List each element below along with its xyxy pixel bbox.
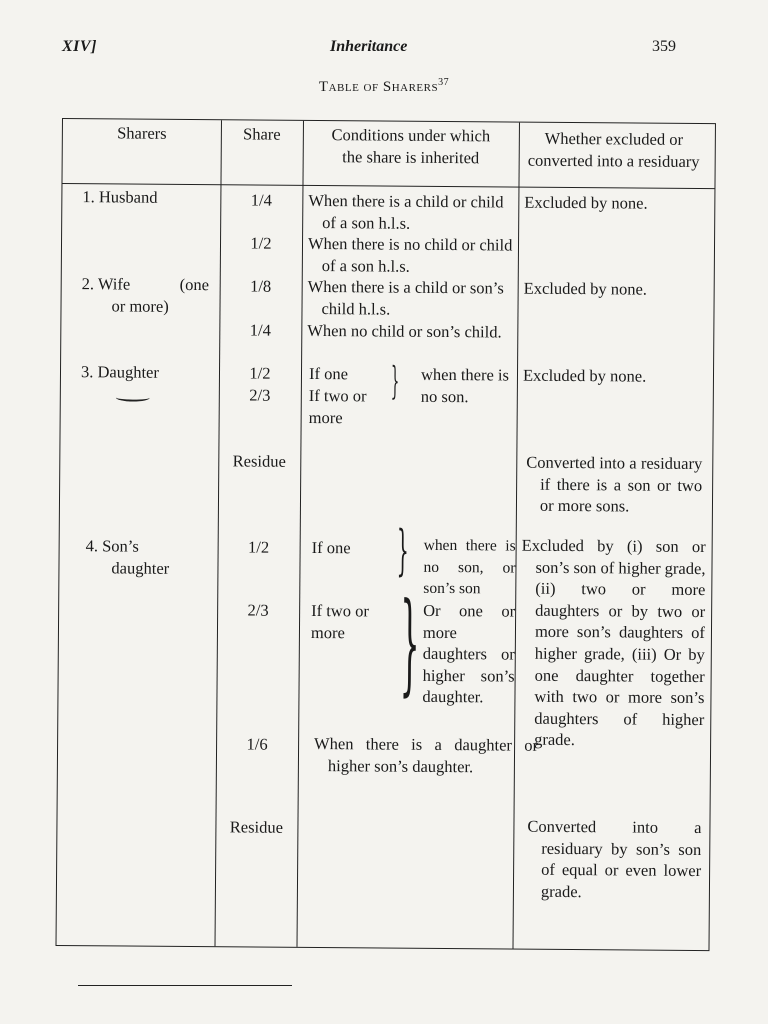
sharers-table [55, 118, 715, 951]
share-wife-2: 1/4 [249, 320, 271, 340]
chapter-marker: XIV] [62, 38, 97, 55]
condition-wife-1 [307, 276, 517, 321]
share-husband-2: 1/2 [250, 233, 272, 253]
excluded-sons-daughter: Excluded by (i) son or son’s son of higher grade, (ii) two or more daughters or by two or more son’s daughters of higher grade, (iii) Or by one daughter together with two or more son’s daughters of higher grade. [521, 535, 706, 750]
pen-underline-mark [116, 393, 150, 401]
sharer-sons-daughter-1: 4. Son’s [85, 536, 139, 556]
sharer-sons-daughter-2: daughter [111, 558, 170, 578]
sharer-wife-more: or more) [111, 296, 169, 316]
condition-daughter-two: If two or more [308, 385, 367, 427]
share-sons-daughter-3: 1/6 [246, 734, 268, 754]
table-title [0, 77, 768, 96]
condition-husband-2 [308, 233, 518, 278]
header-sharers: Sharers [117, 123, 167, 143]
page-number: 359 [652, 38, 676, 55]
sharer-wife-paren: (one [179, 274, 210, 295]
header-excluded: Whether excluded or converted into a residuary [527, 128, 700, 171]
sharer-wife [82, 273, 131, 295]
share-daughter-2: 2/3 [249, 385, 271, 405]
condition-wife-1-text: When there is a child or son’s child h.l.s. [307, 276, 504, 319]
share-wife-1: 1/8 [250, 276, 272, 296]
footnote-rule [78, 985, 292, 986]
header-conditions: Conditions under which the share is inherited [331, 125, 491, 167]
condition-husband-2-text: When there is no child or child of a son h.l.s. [307, 233, 513, 276]
share-sons-daughter-1: 1/2 [248, 537, 270, 557]
brace-icon: } [390, 358, 400, 403]
condition-sons-daughter-two: If two or more [310, 600, 369, 642]
share-husband-1: 1/4 [250, 190, 272, 210]
condition-daughter-right: when there is no son. [420, 364, 510, 406]
footnote-ref: 37 [438, 77, 450, 88]
condition-wife-2 [307, 320, 517, 343]
condition-daughter-one: If one [308, 363, 349, 384]
running-title: Inheritance [330, 38, 408, 55]
condition-husband-1 [308, 190, 518, 235]
converted-sons-daughter: Converted into a residuary by son’s son of equal or even lower grade. [527, 816, 702, 901]
share-daughter-1: 1/2 [249, 363, 271, 383]
header-share: Share [243, 124, 281, 144]
condition-sons-daughter-3: When there is a daughter or higher son’s daughter. [314, 733, 539, 776]
share-sons-daughter-2: 2/3 [247, 600, 269, 620]
share-sons-daughter-residue: Residue [229, 817, 284, 837]
excluded-husband: Excluded by none. [524, 192, 648, 213]
converted-daughter: Converted into a residuary if there is a son or two or more sons. [526, 452, 703, 516]
excluded-wife: Excluded by none. [523, 278, 648, 299]
share-daughter-residue: Residue [232, 451, 286, 471]
brace-icon: } [399, 578, 421, 707]
condition-sons-daughter-one-right: when there is no son, or son’s son [423, 536, 516, 598]
sharer-husband: 1. Husband [82, 187, 158, 207]
excluded-daughter: Excluded by none. [522, 365, 647, 386]
sharer-wife-name: 2. Wife [81, 274, 131, 294]
condition-sons-daughter-two-right: Or one or more daughters or higher son’s daughter. [422, 600, 516, 707]
header-divider [62, 183, 714, 189]
condition-wife-2-text: When no child or son’s child. [307, 320, 502, 342]
brace-icon: } [396, 518, 410, 582]
condition-sons-daughter-one: If one [311, 537, 351, 558]
sharer-daughter: 3. Daughter [80, 362, 159, 382]
table-title-text: Table of Sharers [318, 79, 439, 95]
condition-husband-1-text: When there is a child or child of a son h.l.s. [308, 190, 504, 233]
